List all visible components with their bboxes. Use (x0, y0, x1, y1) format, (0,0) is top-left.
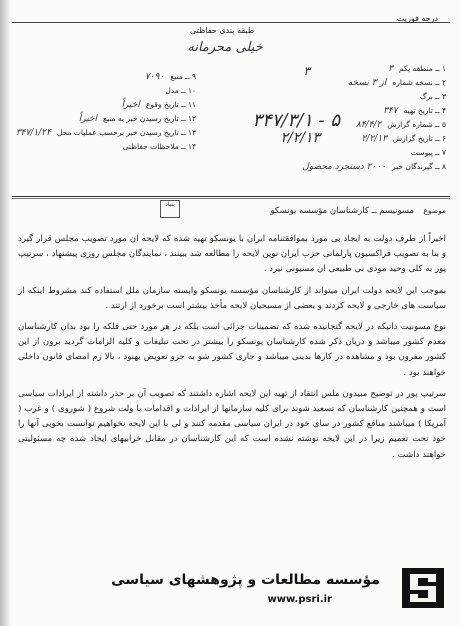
divider (12, 198, 450, 199)
field-row: ۲ ــ نسخه شماره از ۳ نسخه (347, 78, 446, 88)
subject-label: موضوع (423, 206, 446, 215)
institute-url: www.psri.ir (267, 594, 332, 605)
institute-name: مؤسسه مطالعات و پژوهشهای سیاسی (111, 572, 380, 588)
field-row: ۶ ــ تاریخ گزارش ۲/۲/۱۳ (361, 134, 446, 144)
handwritten-report-date: ۲/۲/۱۳ (280, 130, 320, 146)
body-paragraph: سرتیپ پور در توضیح مبیدون ملس انتقاد از تهیه این لایحه اشاره داشتند که تصویب آن بر حذر داشته از ایرادات سیاسی است و همچنین کارشناسان که تسعید شوند برای کلیه سازمانها از ایرادات و اقدامات با ولت شروع ( شوروی ) و غرب ( آمریکا ) میباشند منافع کشور در سای خود در ایران سیاسی مقدمه کنند و لی با این لایحه نخواهیم توانست بخوبی آنها را خود تحت تعمیم زیرا در این لایحه نوشته نشده است که این کارشناسان در مقابل خرابیهای ایجاد شده چه مسئولیتی خواهند داشت . (18, 388, 446, 460)
top-rule (12, 22, 450, 23)
handwritten-copy-number: ۳ (303, 64, 310, 78)
scan-edge (0, 0, 10, 626)
field-row: ۱۱ ــ تاریخ وقوع اخیراً (121, 100, 196, 110)
body-paragraph: اخیراً از طرف دولت به ایجاد بی مورد بموافقتنامه ایران با یونسکو تهیه شده که لایحه ان مورد تصویب مجلس قرار گیرد و بنا به تصویب فراکسیون پارلمانی حزب ایران نوین لایحه را مطالعه شد ببینند ، نمایندگان مجلس روزی پیشنهاد ، سرتیپ پور به کلی وحید مودی بی طبیعی ان مسیونی نیرد . (18, 234, 446, 275)
field-row: ۵ ــ شماره گزارش ۸۴/۴/۲ (355, 120, 446, 130)
field-row: ۱۳ ــ تاریخ رسیدن خبر برحسب عملیات محل ۳۴۷/۱/۲۴ (15, 128, 196, 138)
watermark-footer (111, 566, 420, 610)
security-label: طبقه بندی حفاظتی (190, 26, 255, 35)
handwritten-classification: خیلی محرمانه (187, 40, 263, 55)
handwritten-date-stamp: ۳۴۷/۳/۱ - ۵ (252, 110, 340, 131)
field-row: ۱۴ ــ ملاحظات حفاظتی (122, 142, 196, 151)
body-paragraph: بموجب این لایحه دولت ایران میتواند از کارشناسان مؤسسه یونسکو وابسته سازمان ملل استفاده کند مشروط اینکه از سیاست های خارجی و لایحه کردند و بعضی از مسیحیان لایحه مأخذ بیشتر است برخورد از ارتند . (18, 285, 446, 311)
urgency-label: درجه فوریت (396, 14, 438, 23)
report-body (18, 232, 446, 469)
report-fields-left (15, 70, 196, 154)
field-row: ۳ ــ برگ (419, 92, 446, 101)
field-row: ۴ ــ تاریخ تهیه ۳۴۷ (383, 106, 446, 116)
body-paragraph: نوع مسونیت ذاتیکه در لایحه گنجانیده شده که تضمینات جزائی است بلکه در هر مورد حتی فلکه را بود بدان کارشناسان معدم کشور میباشد و دریان ذکر شده کارشناسان یونسکو را بیشتر در تحت تبلیغات و کلیه الزامات گردید برون از این کشور مفرون بود و مشاهده در کارها بدینی میباشد و جاری کشور شو به جزو تعویض بهنود ، بالا زم امضای قانون داخلی خواهند بود . (18, 322, 446, 378)
field-row: ۸ ــ گیرندگان خبر ۲۰۰۰ دستجرد محصول (302, 162, 446, 172)
field-row: ۱۰ ــ مدل (165, 86, 196, 95)
institute-logo-icon (402, 568, 444, 608)
field-row: ۷ ــ پیوست (410, 148, 446, 157)
field-row: ۱ ــ منطقه یکم ۳ (388, 64, 446, 74)
stamp-box: بنیاد (160, 200, 180, 218)
field-row: ۱۲ ــ تاریخ رسیدن خبر به منبع اخیراً (78, 114, 196, 124)
divider (12, 196, 450, 197)
subject-text: مسونیسم ــ کارشناسان مؤسسه یونسکو (270, 206, 414, 216)
field-row: ۹ ــ منبع ۷۰۹۰ (144, 72, 196, 82)
